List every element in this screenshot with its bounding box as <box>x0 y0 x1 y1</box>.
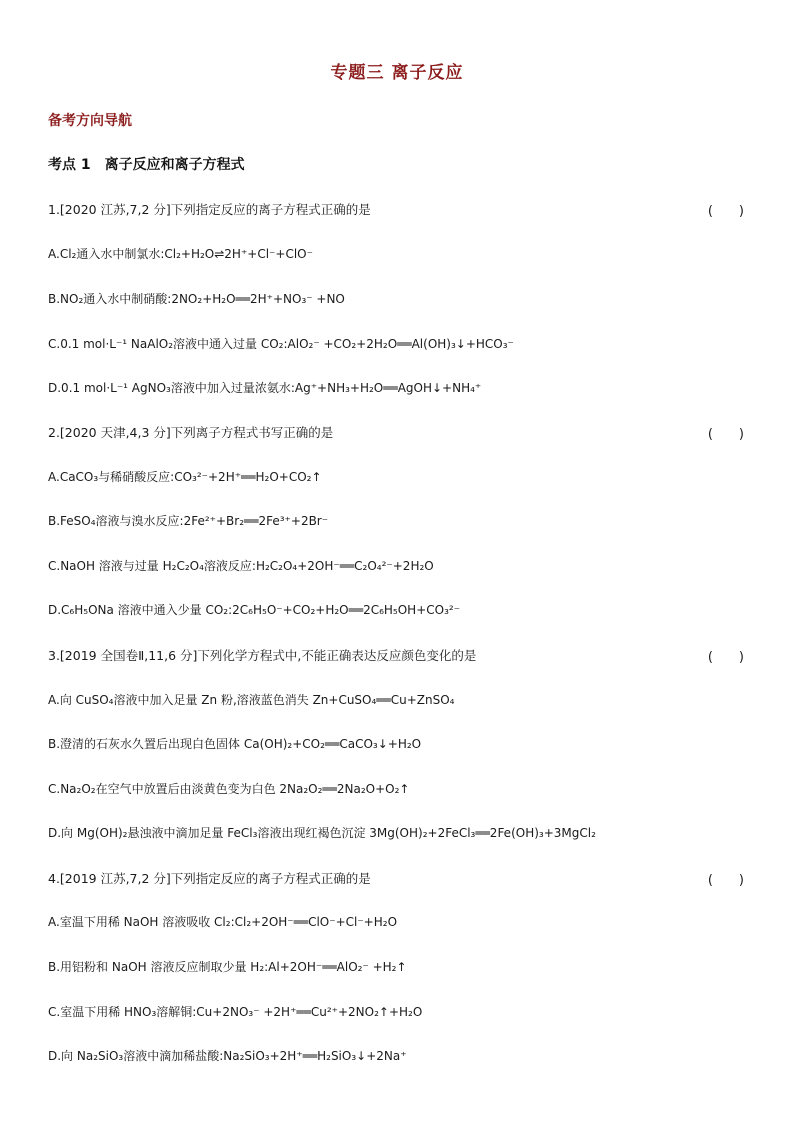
question-1-stem: 1.[2020 江苏,7,2 分]下列指定反应的离子方程式正确的是 <box>48 202 371 217</box>
question-1-option-a: A.Cl₂通入水中制氯水:Cl₂+H₂O⇌2H⁺+Cl⁻+ClO⁻ <box>48 247 313 261</box>
question-2-option-a: A.CaCO₃与稀硝酸反应:CO₃²⁻+2H⁺══H₂O+CO₂↑ <box>48 470 322 484</box>
topic-heading: 考点 1 离子反应和离子方程式 <box>48 157 245 173</box>
page-title: 专题三 离子反应 <box>330 63 464 83</box>
question-4-option-b: B.用铝粉和 NaOH 溶液反应制取少量 H₂:Al+2OH⁻══AlO₂⁻ +H₂↑ <box>48 960 407 974</box>
answer-bracket-1: ( ) <box>707 204 744 219</box>
question-2-stem: 2.[2020 天津,4,3 分]下列离子方程式书写正确的是 <box>48 425 334 440</box>
question-1-option-b: B.NO₂通入水中制硝酸:2NO₂+H₂O══2H⁺+NO₃⁻ +NO <box>48 292 345 306</box>
answer-bracket-4: ( ) <box>707 873 744 888</box>
question-3-option-c: C.Na₂O₂在空气中放置后由淡黄色变为白色 2Na₂O₂══2Na₂O+O₂↑ <box>48 782 410 796</box>
answer-bracket-3: ( ) <box>707 650 744 665</box>
question-4-option-c: C.室温下用稀 HNO₃溶解铜:Cu+2NO₃⁻ +2H⁺══Cu²⁺+2NO₂↑+H₂O <box>48 1005 423 1019</box>
question-2-option-b: B.FeSO₄溶液与溴水反应:2Fe²⁺+Br₂══2Fe³⁺+2Br⁻ <box>48 514 329 528</box>
answer-bracket-2: ( ) <box>707 427 744 442</box>
question-3-stem: 3.[2019 全国卷Ⅱ,11,6 分]下列化学方程式中,不能正确表达反应颜色变化的是 <box>48 648 477 663</box>
question-3-option-d: D.向 Mg(OH)₂悬浊液中滴加足量 FeCl₃溶液出现红褐色沉淀 3Mg(OH)₂+2FeCl₃══2Fe(OH)₃+3MgCl₂ <box>48 826 596 840</box>
question-4-option-d: D.向 Na₂SiO₃溶液中滴加稀盐酸:Na₂SiO₃+2H⁺══H₂SiO₃↓+2Na⁺ <box>48 1049 407 1063</box>
question-4-stem: 4.[2019 江苏,7,2 分]下列指定反应的离子方程式正确的是 <box>48 871 371 886</box>
question-1-option-d: D.0.1 mol·L⁻¹ AgNO₃溶液中加入过量浓氨水:Ag⁺+NH₃+H₂O══AgOH↓+NH₄⁺ <box>48 381 482 395</box>
question-3-option-b: B.澄清的石灰水久置后出现白色固体 Ca(OH)₂+CO₂══CaCO₃↓+H₂O <box>48 737 422 751</box>
question-2-option-d: D.C₆H₅ONa 溶液中通入少量 CO₂:2C₆H₅O⁻+CO₂+H₂O══2C₆H₅OH+CO₃²⁻ <box>48 603 461 617</box>
question-4-option-a: A.室温下用稀 NaOH 溶液吸收 Cl₂:Cl₂+2OH⁻══ClO⁻+Cl⁻+H₂O <box>48 915 398 929</box>
section-heading: 备考方向导航 <box>48 113 132 129</box>
question-3-option-a: A.向 CuSO₄溶液中加入足量 Zn 粉,溶液蓝色消失 Zn+CuSO₄══Cu+ZnSO₄ <box>48 693 455 707</box>
question-1-option-c: C.0.1 mol·L⁻¹ NaAlO₂溶液中通入过量 CO₂:AlO₂⁻ +CO₂+2H₂O══Al(OH)₃↓+HCO₃⁻ <box>48 337 514 351</box>
question-2-option-c: C.NaOH 溶液与过量 H₂C₂O₄溶液反应:H₂C₂O₄+2OH⁻══C₂O₄²⁻+2H₂O <box>48 559 434 573</box>
